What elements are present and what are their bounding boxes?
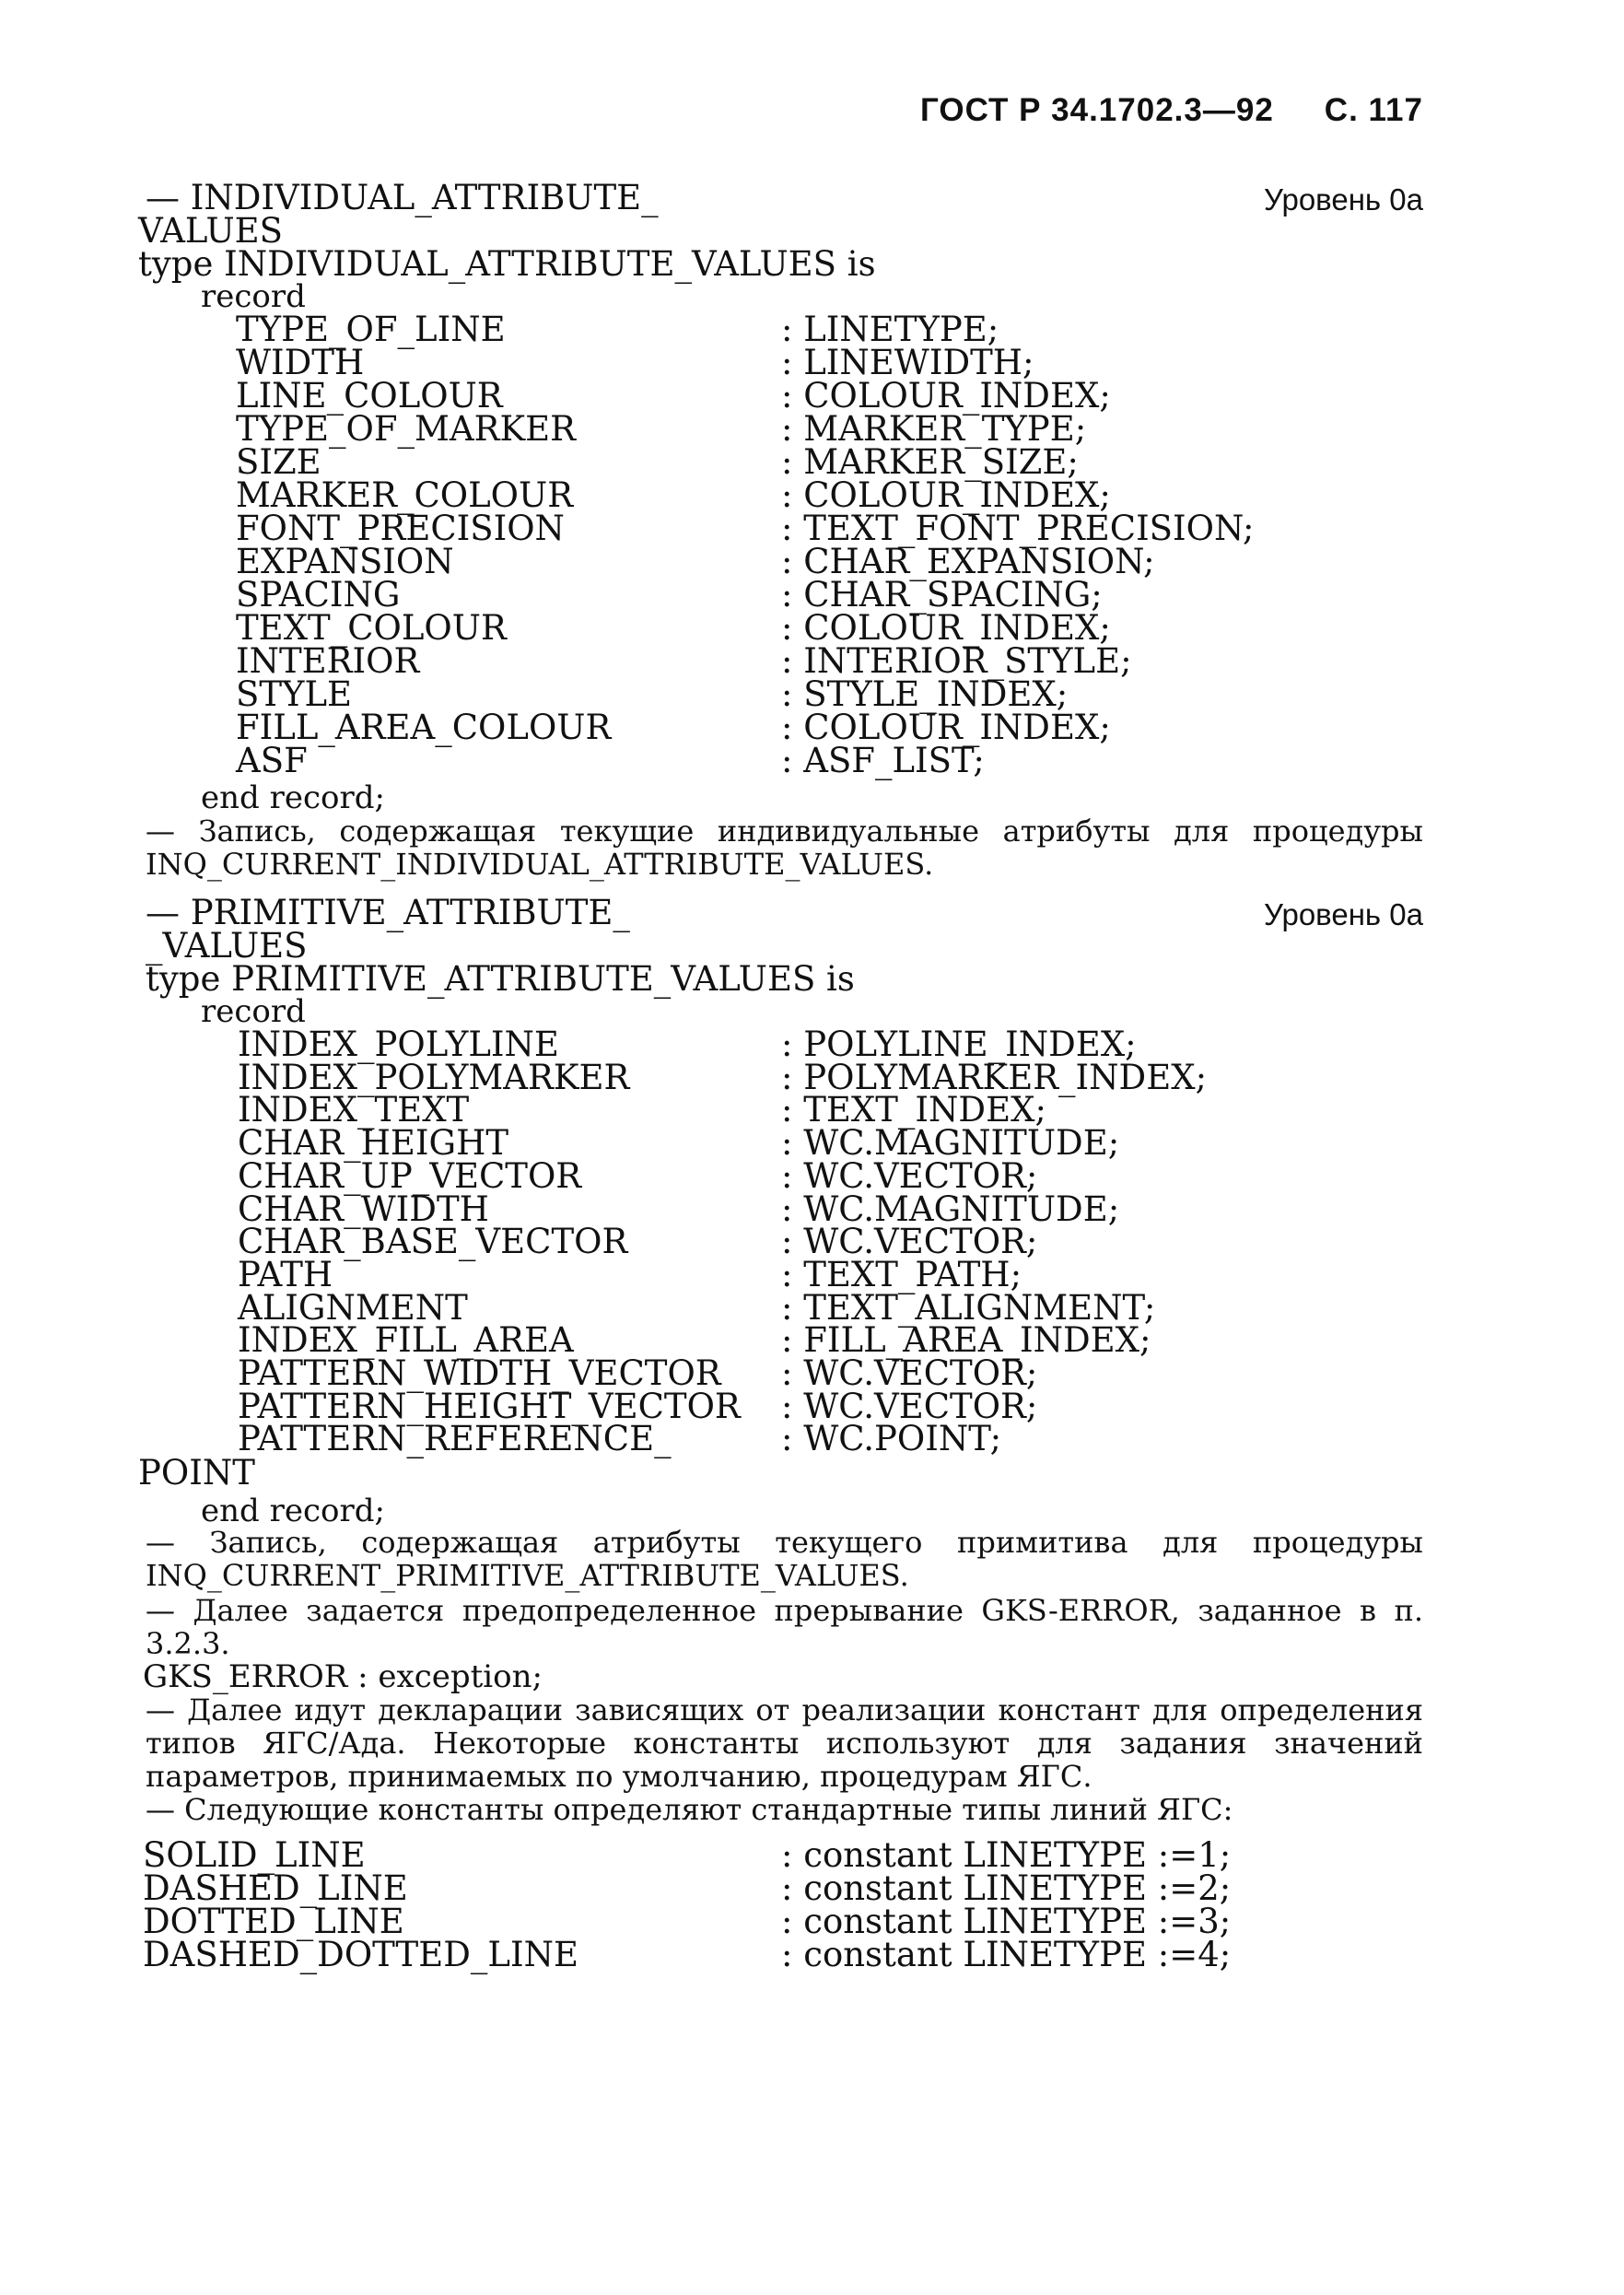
section2-record-keyword: record — [201, 993, 306, 1030]
section1-record-keyword: record — [201, 278, 306, 315]
section1-field-type: : COLOUR_INDEX; — [781, 708, 1111, 747]
section2-end-record: end record; — [201, 1493, 385, 1529]
section2-comment: — Запись, содержащая атрибуты текущего примитива для процедуры INQ_CURRENT_PRIMITIVE_ATTRIBUTE_VALUES. — [146, 1525, 1423, 1593]
section1-field-name: SPACING — [236, 575, 401, 615]
section2-wrap-tail: POINT — [138, 1453, 255, 1493]
section2-field-type: : TEXT_PATH; — [781, 1254, 1022, 1294]
section2-field-name: PATTERN_WIDTH_VECTOR — [238, 1353, 721, 1393]
section1-field-type: : LINETYPE; — [781, 310, 999, 349]
section1-field-type: : COLOUR_INDEX; — [781, 475, 1111, 515]
section1-field-name: TEXT_COLOUR — [236, 608, 507, 648]
gks-error-note: — Далее задается предопределенное прерывание GKS-ERROR, заданное в п. 3.2.3. — [146, 1593, 1423, 1661]
linetype-constant-name: DASHED_DOTTED_LINE — [143, 1935, 578, 1974]
section2-level: Уровень 0а — [1264, 897, 1423, 931]
page-number: С. 117 — [1324, 92, 1423, 128]
section2-field-name: INDEX_FILL_AREA — [238, 1320, 574, 1361]
section2-field-type: : WC.VECTOR; — [781, 1222, 1038, 1262]
section1-field-name: TYPE_OF_LINE — [236, 310, 506, 349]
section2-field-type: : WC.POINT; — [781, 1419, 1002, 1459]
section1-level: Уровень 0а — [1264, 182, 1423, 217]
section2-field-name: PATTERN_HEIGHT_VECTOR — [238, 1386, 741, 1426]
linetype-constant-name: DASHED_LINE — [143, 1868, 408, 1908]
section2-field-type: : POLYLINE_INDEX; — [781, 1025, 1137, 1064]
section2-field-name: CHAR_HEIGHT — [238, 1123, 509, 1164]
section1-field-name: MARKER_COLOUR — [236, 475, 574, 515]
linetypes-note: — Следующие константы определяют стандартные типы линий ЯГС: — [146, 1792, 1233, 1827]
section1-field-name: ASF — [236, 741, 308, 780]
section2-field-type: : WC.VECTOR; — [781, 1353, 1038, 1393]
linetype-constant-name: SOLID_LINE — [143, 1835, 366, 1875]
linetype-constant-type: : constant LINETYPE :=3; — [781, 1902, 1232, 1941]
section1-field-type: : TEXT_FONT_PRECISION; — [781, 509, 1255, 548]
section2-field-type: : TEXT_ALIGNMENT; — [781, 1287, 1156, 1328]
linetype-constant-name: DOTTED_LINE — [143, 1902, 404, 1941]
section1-field-name: INTERIOR — [236, 641, 420, 681]
section1-field-name: EXPANSION — [236, 542, 454, 581]
section2-title-line2: _VALUES — [146, 926, 308, 966]
section2-field-name: PATH — [238, 1254, 333, 1294]
section2-field-type: : WC.MAGNITUDE; — [781, 1123, 1120, 1164]
section2-field-name: CHAR_UP_VECTOR — [238, 1155, 582, 1196]
section1-field-name: FILL_AREA_COLOUR — [236, 708, 612, 747]
section1-field-type: : CHAR_EXPANSION; — [781, 542, 1155, 581]
section1-field-type: : MARKER_SIZE; — [781, 442, 1079, 482]
section1-field-type: : COLOUR_INDEX; — [781, 376, 1111, 416]
section2-field-type: : WC.VECTOR; — [781, 1155, 1038, 1196]
section2-field-type: : TEXT_INDEX; — [781, 1090, 1046, 1130]
section1-field-name: SIZE — [236, 442, 321, 482]
section2-title-line1: — PRIMITIVE_ATTRIBUTE_ — [146, 893, 630, 932]
section1-field-type: : INTERIOR_STYLE; — [781, 641, 1132, 681]
section1-field-name: FONT_PRECISION — [236, 509, 565, 548]
section2-field-name: PATTERN_REFERENCE_ — [238, 1419, 672, 1459]
gks-error-declaration: GKS_ERROR : exception; — [143, 1658, 543, 1695]
section1-field-type: : ASF_LIST; — [781, 741, 985, 780]
linetype-constant-type: : constant LINETYPE :=1; — [781, 1835, 1232, 1875]
section2-field-type: : WC.MAGNITUDE; — [781, 1188, 1120, 1229]
section1-field-type: : MARKER_TYPE; — [781, 409, 1087, 449]
section1-field-name: LINE_COLOUR — [236, 376, 503, 416]
section1-field-type: : LINEWIDTH; — [781, 343, 1034, 382]
section2-field-type: : FILL_AREA_INDEX; — [781, 1320, 1151, 1361]
linetype-constant-type: : constant LINETYPE :=4; — [781, 1935, 1232, 1974]
section1-field-name: WIDTH — [236, 343, 365, 382]
constants-note: — Далее идут декларации зависящих от реализации констант для определения типов ЯГС/Ада. Некоторые константы используют для задания значений параметров, принимаемых по умолчанию, процедурам ЯГС. — [146, 1692, 1423, 1794]
section1-field-type: : CHAR_SPACING; — [781, 575, 1103, 615]
section2-type-decl: type PRIMITIVE_ATTRIBUTE_VALUES is — [146, 959, 855, 999]
section1-type-decl: type INDIVIDUAL_ATTRIBUTE_VALUES is — [138, 244, 876, 284]
section2-field-name: INDEX_TEXT — [238, 1090, 470, 1130]
standard-number: ГОСТ Р 34.1702.3—92 — [919, 92, 1274, 128]
linetype-constant-type: : constant LINETYPE :=2; — [781, 1868, 1232, 1908]
section2-field-name: INDEX_POLYLINE — [238, 1025, 559, 1064]
section1-field-name: STYLE — [236, 674, 353, 714]
section2-field-name: CHAR_WIDTH — [238, 1188, 489, 1229]
section2-field-type: : POLYMARKER_INDEX; — [781, 1057, 1208, 1097]
section1-comment: — Запись, содержащая текущие индивидуальные атрибуты для процедуры INQ_CURRENT_INDIVIDUAL_ATTRIBUTE_VALUES. — [146, 814, 1423, 882]
section1-end-record: end record; — [201, 779, 385, 816]
section2-field-name: ALIGNMENT — [238, 1287, 468, 1328]
section2-field-name: CHAR_BASE_VECTOR — [238, 1222, 628, 1262]
section2-field-type: : WC.VECTOR; — [781, 1386, 1038, 1426]
page-header — [920, 92, 1423, 129]
section1-title-line1: — INDIVIDUAL_ATTRIBUTE_ — [146, 178, 659, 217]
section2-field-name: INDEX_POLYMARKER — [238, 1057, 630, 1097]
section1-title-line2: VALUES — [138, 211, 284, 251]
section1-field-type: : STYLE_INDEX; — [781, 674, 1069, 714]
section1-field-name: TYPE_OF_MARKER — [236, 409, 576, 449]
section1-field-type: : COLOUR_INDEX; — [781, 608, 1111, 648]
